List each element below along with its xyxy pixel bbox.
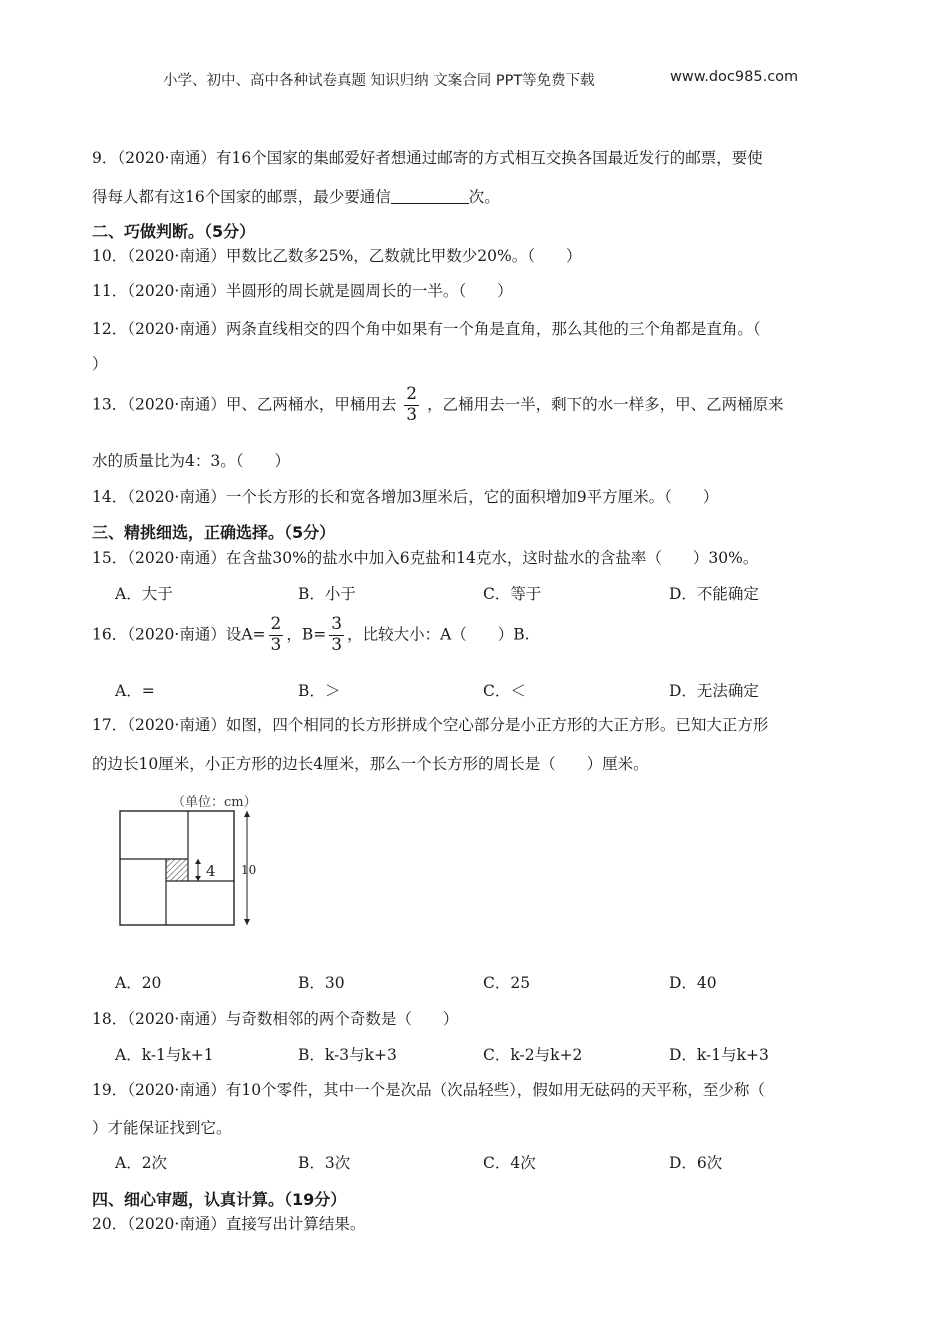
q15-option-b[interactable]: B．小于 [298,585,356,603]
q12-line1: 12．（2020·南通）两条直线相交的四个角中如果有一个角是直角，那么其他的三个角都是直角。（ [92,320,761,338]
q9-line2-a: 得每人都有这16个国家的邮票，最少要通信 [92,188,391,206]
q13-line1-b: ，乙桶用去一半，剩下的水一样多，甲、乙两桶原来 [427,395,784,414]
q19-option-a[interactable]: A．2次 [115,1154,168,1172]
small-arrow-up [195,859,201,864]
q20: 20．（2020·南通）直接写出计算结果。 [92,1215,366,1233]
section-2-title: 二、巧做判断。（5分） [92,222,256,241]
q15-option-d[interactable]: D．不能确定 [669,585,759,603]
q16-option-b[interactable]: B．＞ [298,682,341,700]
q17-option-d[interactable]: D．40 [669,974,717,992]
q13-line1-a: 13．（2020·南通）甲、乙两桶水，甲桶用去 [92,395,397,414]
q18-stem: 18．（2020·南通）与奇数相邻的两个奇数是（ ） [92,1010,459,1028]
q19-line2: ）才能保证找到它。 [92,1119,232,1137]
square-figure [110,788,270,936]
q19-option-c[interactable]: C．4次 [483,1154,536,1172]
q16-option-a[interactable]: A．= [115,682,155,700]
q17-option-a[interactable]: A．20 [115,974,162,992]
q13-line1 [92,386,784,425]
big-arrow-up [244,811,250,817]
q16-option-c[interactable]: C．＜ [483,682,526,700]
small-arrow-down [195,876,201,881]
answer-blank [391,188,469,205]
q14: 14．（2020·南通）一个长方形的长和宽各增加3厘米后，它的面积增加9平方厘米。（ ） [92,488,719,506]
fraction-two-thirds: $\frac{2}{3}$ [406,384,418,425]
figure-unit-label: （单位：cm） [172,795,257,810]
q19-line1: 19．（2020·南通）有10个零件，其中一个是次品（次品轻些），假如用无砝码的天平称，至少称（ [92,1081,765,1099]
q12-line2: ） [92,355,108,373]
q10: 10．（2020·南通）甲数比乙数多25%，乙数就比甲数少20%。（ ） [92,247,582,265]
q16-option-d[interactable]: D．无法确定 [669,682,759,700]
q11: 11．（2020·南通）半圆形的周长就是圆周长的一半。（ ） [92,282,513,300]
q15-option-c[interactable]: C．等于 [483,585,542,603]
figure-big-label: 10 [241,863,257,877]
q19-option-b[interactable]: B．3次 [298,1154,351,1172]
q17-line1: 17．（2020·南通）如图，四个相同的长方形拼成个空心部分是小正方形的大正方形。已知大正方形 [92,716,769,734]
q17-line2: 的边长10厘米，小正方形的边长4厘米，那么一个长方形的周长是（ ）厘米。 [92,755,649,773]
section-4-title: 四、细心审题，认真计算。（19分） [92,1190,347,1209]
q18-option-a[interactable]: A．k-1与k+1 [115,1046,214,1064]
q15-stem: 15．（2020·南通）在含盐30%的盐水中加入6克盐和14克水，这时盐水的含盐率（ ）30%。 [92,549,759,567]
q16-stem-a: 16．（2020·南通）设A= [92,625,266,644]
q17-option-c[interactable]: C．25 [483,974,531,992]
q16-stem-b: ，B= [286,625,327,644]
q9-line1: 9．（2020·南通）有16个国家的集邮爱好者想通过邮寄的方式相互交换各国最近发行的邮票，要使 [92,149,763,167]
q9-line2 [92,185,500,207]
q9-line2-b: 次。 [468,188,500,206]
q18-option-d[interactable]: D．k-1与k+3 [669,1046,769,1064]
header-url: www.doc985.com [670,69,799,85]
q13-line2: 水的质量比为4：3。（ ） [92,452,290,470]
q19-option-d[interactable]: D．6次 [669,1154,723,1172]
section-3-title: 三、精挑细选，正确选择。（5分） [92,523,336,542]
fraction-b: $\frac{3}{3}$ [331,614,343,655]
big-arrow-down [244,919,250,925]
fraction-a: $\frac{2}{3}$ [270,614,282,655]
small-square [166,859,188,881]
q18-option-c[interactable]: C．k-2与k+2 [483,1046,583,1064]
figure-small-label: 4 [206,862,216,880]
header-text: 小学、初中、高中各种试卷真题 知识归纳 文案合同 PPT等免费下载 [163,73,595,89]
q16-stem [92,616,530,655]
q18-option-b[interactable]: B．k-3与k+3 [298,1046,397,1064]
q15-option-a[interactable]: A．大于 [115,585,173,603]
q16-stem-c: ，比较大小：A（ ）B. [347,625,530,644]
q17-option-b[interactable]: B．30 [298,974,345,992]
